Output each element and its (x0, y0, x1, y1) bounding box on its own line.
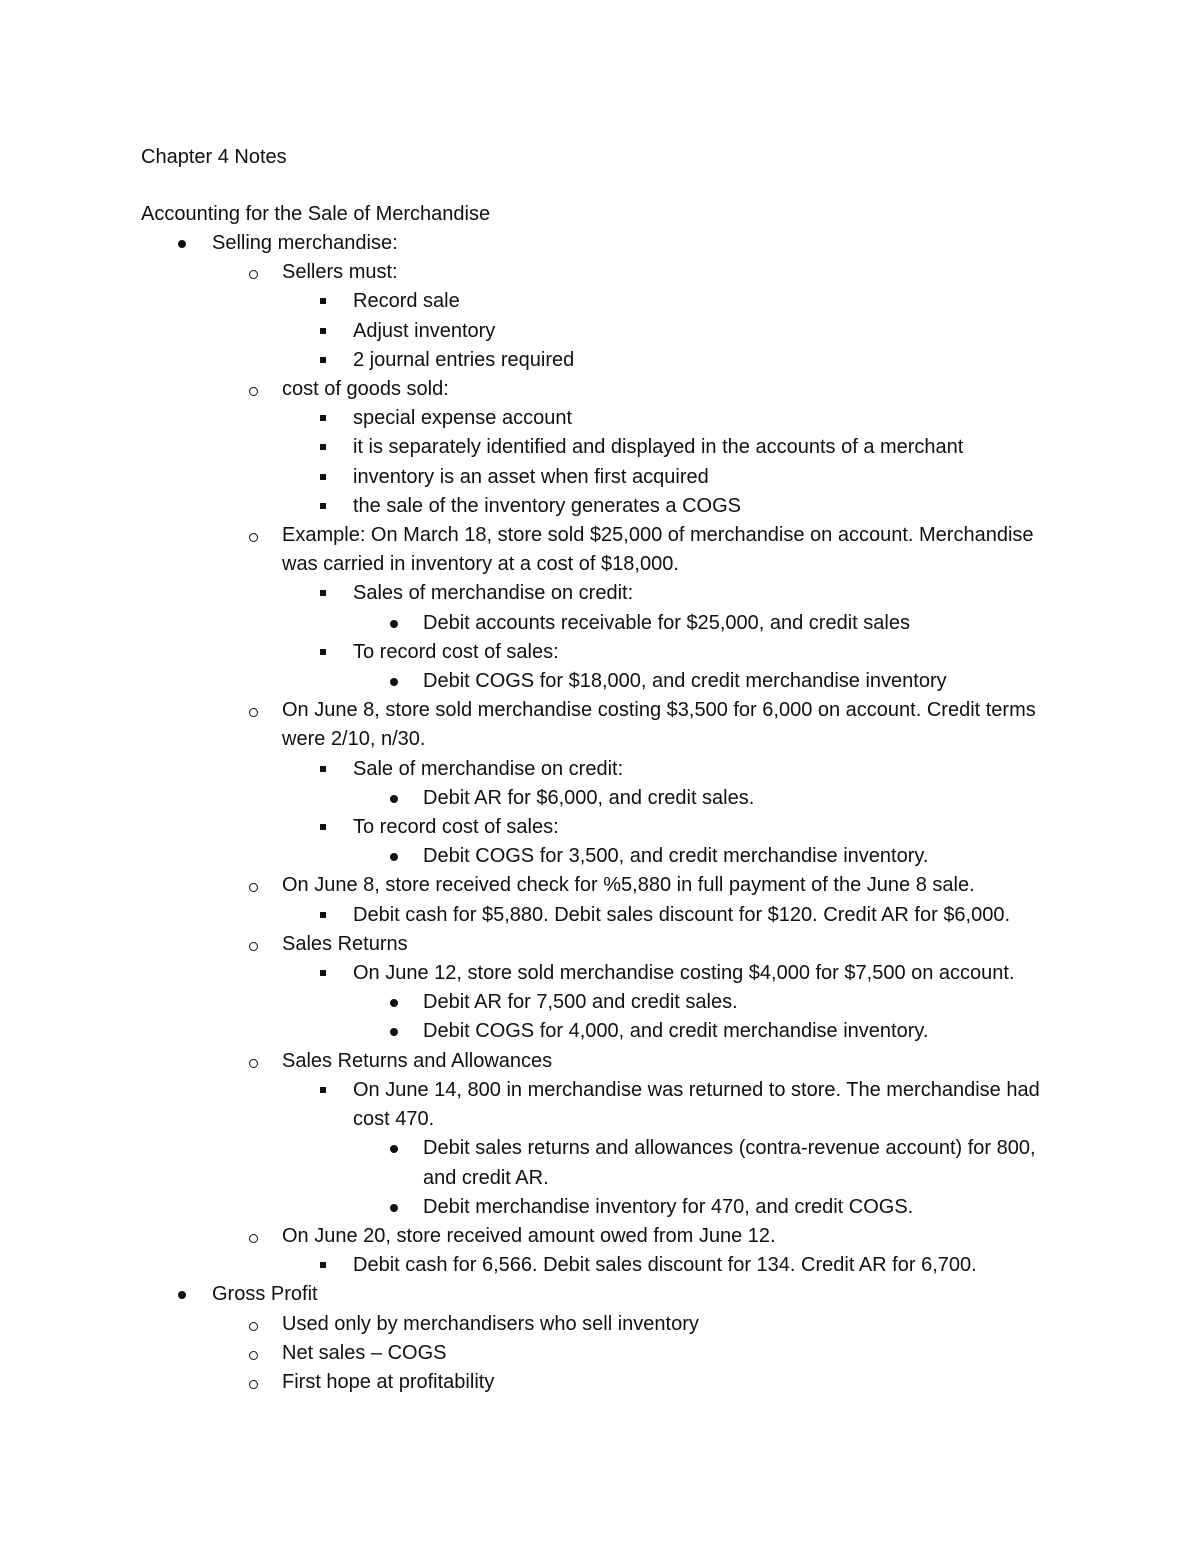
outline-item-text: Debit merchandise inventory for 470, and credit COGS. (423, 1195, 914, 1218)
outline-item-text: To record cost of sales: (353, 640, 559, 663)
outline-item-level-3 (0, 463, 1200, 492)
outline-item-level-4 (0, 988, 1200, 1017)
outline-item-text: Gross Profit (212, 1283, 318, 1306)
outline-item-level-2 (0, 1047, 1200, 1076)
outline-item-text: 2 journal entries required (353, 348, 575, 371)
outline-item-text: Net sales – COGS (282, 1341, 447, 1364)
outline-row (0, 1047, 1200, 1076)
outline-item-level-3 (0, 959, 1200, 988)
outline-item-level-4 (0, 609, 1200, 638)
outline-row (0, 287, 1200, 316)
outline-item-level-2 (0, 375, 1200, 404)
outline-item-text: Sales Returns and Allowances (282, 1049, 553, 1072)
outline-item-level-2 (0, 1222, 1200, 1251)
outline-item-level-2 (0, 696, 1200, 754)
outline-item-level-3 (0, 755, 1200, 784)
outline-row (0, 346, 1200, 375)
outline-item-level-2 (0, 521, 1200, 579)
bullet-dot-icon (390, 795, 398, 803)
outline-item-level-3 (0, 1251, 1200, 1280)
outline-row (0, 1134, 1200, 1192)
outline-row (0, 1076, 1200, 1134)
outline-row (0, 1017, 1200, 1046)
outline-item-text: Debit COGS for 3,500, and credit merchandise inventory. (423, 845, 929, 868)
outline-item-text: Selling merchandise: (212, 232, 398, 254)
outline-item-text: On June 8, store sold merchandise costing $3,500 for 6,000 on account. Credit terms were 2/10, n/30. (282, 699, 1036, 751)
outline-item-level-2 (0, 871, 1200, 900)
outline-item-text: cost of goods sold: (282, 378, 449, 401)
outline-item-text: Record sale (353, 290, 460, 313)
outline-row (0, 755, 1200, 784)
bullet-dot-icon (390, 1204, 398, 1212)
outline-item-text: On June 12, store sold merchandise costing $4,000 for $7,500 on account. (353, 962, 1015, 985)
outline-item-text: Debit COGS for 4,000, and credit merchandise inventory. (423, 1020, 929, 1043)
page-title: Chapter 4 Notes (141, 146, 287, 168)
outline-row (0, 579, 1200, 608)
outline-item-level-3 (0, 813, 1200, 842)
outline-item-level-4 (0, 1134, 1200, 1192)
outline-item-level-3 (0, 317, 1200, 346)
bullet-square-icon (320, 503, 326, 509)
outline-item-level-3 (0, 404, 1200, 433)
outline-item-level-3 (0, 638, 1200, 667)
outline-item-level-3 (0, 579, 1200, 608)
outline-row (0, 842, 1200, 871)
outline-item-text: Debit AR for 7,500 and credit sales. (423, 991, 738, 1014)
outline-item-text: special expense account (353, 407, 573, 430)
bullet-square-icon (320, 1262, 326, 1268)
bullet-square-icon (320, 474, 326, 480)
outline-item-level-3 (0, 287, 1200, 316)
outline-row (0, 638, 1200, 667)
outline-row (0, 229, 1200, 258)
outline-item-text: Debit cash for $5,880. Debit sales discount for $120. Credit AR for $6,000. (353, 903, 1011, 926)
outline-item-level-3 (0, 901, 1200, 930)
bullet-dot-icon (390, 1028, 398, 1036)
bullet-circle-icon (249, 942, 258, 951)
bullet-square-icon (320, 649, 326, 655)
outline-item-text: Debit cash for 6,566. Debit sales discount for 134. Credit AR for 6,700. (353, 1254, 977, 1277)
bullet-circle-icon (249, 1380, 258, 1389)
outline-item-text: First hope at profitability (282, 1370, 495, 1393)
outline-item-text: it is separately identified and displayed in the accounts of a merchant (353, 436, 964, 459)
bullet-square-icon (320, 444, 326, 450)
bullet-circle-icon (249, 533, 258, 542)
outline-row (0, 784, 1200, 813)
outline-item-level-3 (0, 1076, 1200, 1134)
outline-item-text: Debit AR for $6,000, and credit sales. (423, 786, 755, 809)
section-heading: Accounting for the Sale of Merchandise (141, 203, 491, 225)
outline-row (0, 1222, 1200, 1251)
bullet-square-icon (320, 766, 326, 772)
bullet-square-icon (320, 824, 326, 830)
outline-item-level-4 (0, 1017, 1200, 1046)
outline-item-level-1 (0, 1280, 1200, 1309)
outline-item-text: To record cost of sales: (353, 816, 559, 839)
outline-row (0, 871, 1200, 900)
bullet-dot-icon (390, 853, 398, 861)
outline-item-text: Debit COGS for $18,000, and credit merchandise inventory (423, 670, 947, 693)
outline-item-level-3 (0, 346, 1200, 375)
outline-row (0, 813, 1200, 842)
outline-row (0, 404, 1200, 433)
bullet-circle-icon (249, 1234, 258, 1243)
bullet-circle-icon (249, 1351, 258, 1360)
outline-row (0, 609, 1200, 638)
outline-row (0, 1251, 1200, 1280)
outline-item-level-2 (0, 930, 1200, 959)
outline-item-level-3 (0, 433, 1200, 462)
bullet-circle-icon (249, 1059, 258, 1068)
outline-item-text: Sales of merchandise on credit: (353, 582, 634, 605)
outline-item-text: the sale of the inventory generates a COGS (353, 494, 741, 517)
bullet-square-icon (320, 1087, 326, 1093)
outline-row (0, 667, 1200, 696)
outline-row (0, 696, 1200, 754)
bullet-square-icon (320, 328, 326, 334)
bullet-circle-icon (249, 270, 258, 279)
bullet-circle-icon (249, 387, 258, 396)
outline-row (0, 1280, 1200, 1309)
outline-row (0, 959, 1200, 988)
outline-item-text: Used only by merchandisers who sell inventory (282, 1312, 699, 1335)
outline-row (0, 463, 1200, 492)
outline-item-text: Adjust inventory (353, 319, 496, 342)
outline-row (0, 375, 1200, 404)
bullet-circle-icon (249, 708, 258, 717)
outline-row (0, 1310, 1200, 1339)
outline-item-level-4 (0, 667, 1200, 696)
outline-row (0, 433, 1200, 462)
outline-row (0, 1339, 1200, 1368)
outline-item-level-4 (0, 784, 1200, 813)
bullet-dot-icon (390, 999, 398, 1007)
bullet-square-icon (320, 970, 326, 976)
outline-item-level-2 (0, 1310, 1200, 1339)
outline-row (0, 521, 1200, 579)
outline-item-level-2 (0, 1339, 1200, 1368)
outline-row (0, 901, 1200, 930)
bullet-dot-icon (390, 620, 398, 628)
outline-row (0, 258, 1200, 287)
outline-item-text: Debit accounts receivable for $25,000, and credit sales (423, 611, 910, 634)
outline-row (0, 492, 1200, 521)
outline-item-level-2 (0, 1368, 1200, 1397)
bullet-dot-icon (178, 240, 186, 248)
outline-item-level-4 (0, 842, 1200, 871)
outline-item-text: Example: On March 18, store sold $25,000 of merchandise on account. Merchandise was carried in inventory at a cost of $18,000. (282, 524, 1034, 576)
bullet-dot-icon (178, 1291, 186, 1299)
outline-row (0, 317, 1200, 346)
outline-item-level-3 (0, 492, 1200, 521)
bullet-dot-icon (390, 1145, 398, 1153)
outline-item-text: On June 20, store received amount owed from June 12. (282, 1224, 776, 1247)
outline-item-level-2 (0, 258, 1200, 287)
bullet-square-icon (320, 415, 326, 421)
outline-item-text: Sales Returns (282, 932, 408, 955)
outline-row (0, 988, 1200, 1017)
outline-item-text: Sellers must: (282, 261, 398, 284)
outline-item-level-1 (0, 229, 1200, 258)
bullet-square-icon (320, 590, 326, 596)
outline-item-text: Sale of merchandise on credit: (353, 757, 624, 780)
notes-outline (0, 229, 1200, 1397)
outline-item-text: On June 8, store received check for %5,880 in full payment of the June 8 sale. (282, 874, 975, 897)
bullet-circle-icon (249, 1322, 258, 1331)
bullet-circle-icon (249, 883, 258, 892)
outline-row (0, 1193, 1200, 1222)
outline-row (0, 1368, 1200, 1397)
bullet-square-icon (320, 298, 326, 304)
outline-item-text: inventory is an asset when first acquired (353, 465, 709, 488)
outline-item-text: On June 14, 800 in merchandise was returned to store. The merchandise had cost 470. (353, 1078, 1040, 1131)
outline-item-level-4 (0, 1193, 1200, 1222)
outline-item-text: Debit sales returns and allowances (contra-revenue account) for 800, and credit AR. (423, 1137, 1036, 1189)
bullet-square-icon (320, 357, 326, 363)
bullet-dot-icon (390, 678, 398, 686)
bullet-square-icon (320, 912, 326, 918)
outline-row (0, 930, 1200, 959)
